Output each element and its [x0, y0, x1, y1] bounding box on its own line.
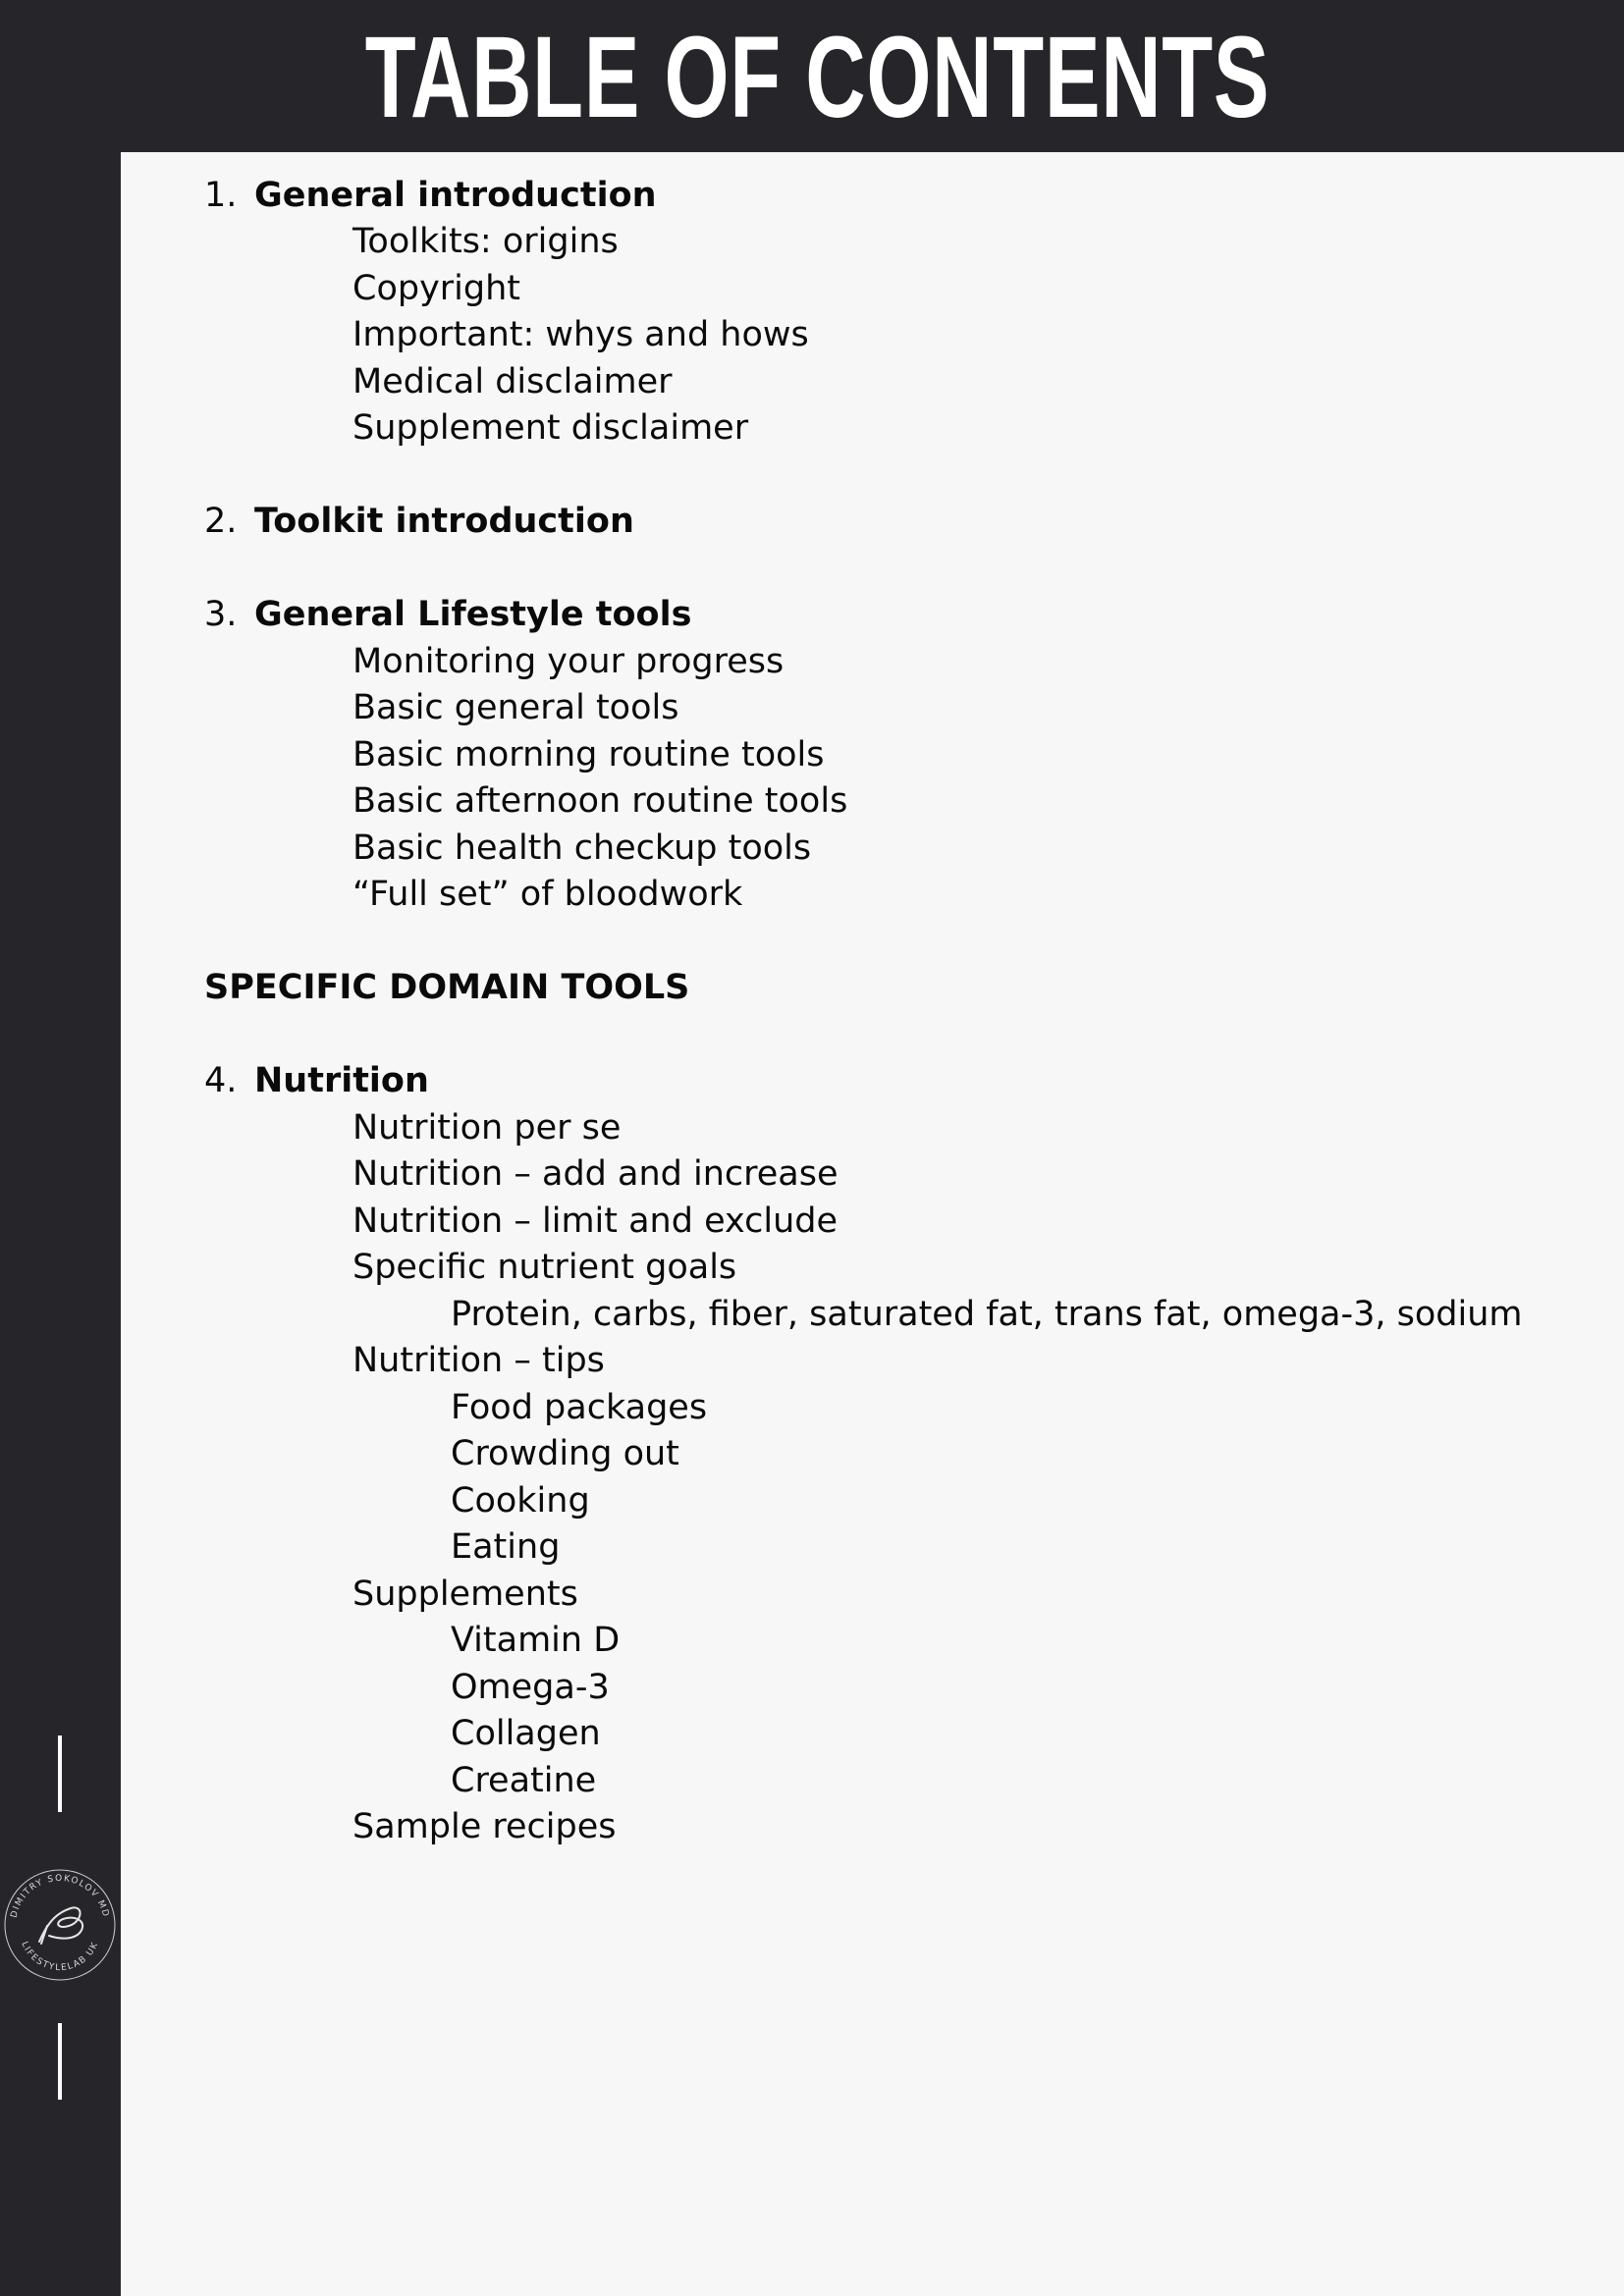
toc-item: Copyright [352, 269, 521, 308]
toc-subitem: Cooking [451, 1481, 590, 1521]
toc-subitem: Eating [451, 1527, 561, 1567]
page-title: TABLE OF CONTENTS [364, 13, 1271, 142]
svg-text:LIFESTYLELAB UK [19, 1941, 100, 1974]
section-number: 3. [204, 595, 238, 634]
toc-item: Nutrition – limit and exclude [352, 1201, 838, 1241]
toc-subitem: Omega-3 [451, 1668, 610, 1707]
toc-item: Basic afternoon routine tools [352, 781, 848, 821]
toc-item: Important: whys and hows [352, 315, 809, 354]
toc-item: Nutrition – tips [352, 1341, 605, 1380]
toc-item: Supplement disclaimer [352, 408, 749, 448]
toc-item: “Full set” of bloodwork [352, 875, 743, 914]
toc-item: Toolkits: origins [352, 222, 619, 261]
toc-item: Basic general tools [352, 688, 679, 727]
toc-item: Monitoring your progress [352, 642, 785, 681]
seal-text-bottom: LIFESTYLELAB UK [19, 1940, 101, 1974]
sidebar-divider-top [58, 1735, 62, 1812]
seal-text-top: DIMITRY SOKOLOV MD [9, 1873, 111, 1919]
toc-subitem: Crowding out [451, 1434, 679, 1473]
toc-subitem: Collagen [451, 1714, 601, 1753]
toc-subitem: Vitamin D [451, 1621, 621, 1660]
svg-text:DIMITRY SOKOLOV MD [10, 1874, 111, 1919]
toc-item: Nutrition per se [352, 1108, 622, 1148]
toc-item: Basic health checkup tools [352, 828, 812, 868]
toc-item: Nutrition – add and increase [352, 1154, 839, 1194]
section-heading: Toolkit introduction [254, 502, 634, 541]
sidebar-divider-bottom [58, 2023, 62, 2100]
toc-item: Specific nutrient goals [352, 1248, 737, 1287]
section-number: 1. [204, 176, 238, 215]
section-heading: General introduction [254, 176, 657, 215]
toc-item: Supplements [352, 1575, 578, 1614]
section-heading: Nutrition [254, 1061, 429, 1100]
toc-item: Medical disclaimer [352, 362, 673, 401]
section-heading: General Lifestyle tools [254, 595, 692, 634]
toc-subitem: Protein, carbs, fiber, saturated fat, trans fat, omega-3, sodium [451, 1295, 1523, 1334]
section-number: 2. [204, 502, 238, 541]
toc-item: Sample recipes [352, 1807, 617, 1846]
toc-item: Basic morning routine tools [352, 735, 825, 774]
toc-subitem: Creatine [451, 1761, 597, 1800]
signature-seal-logo [0, 1865, 120, 1985]
toc-subitem: Food packages [451, 1388, 708, 1427]
specific-domain-heading: SPECIFIC DOMAIN TOOLS [204, 968, 690, 1007]
section-number: 4. [204, 1061, 238, 1100]
